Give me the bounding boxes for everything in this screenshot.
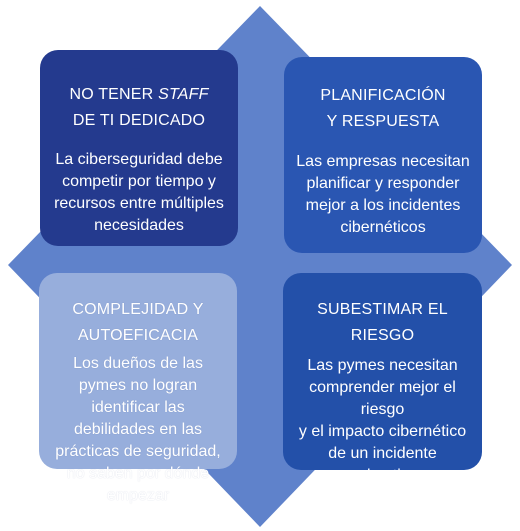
body-line: y no subestimar su [315,467,450,484]
body-line: comprender mejor el riesgo [309,379,456,418]
card-underestimate-risk-body [293,355,472,509]
card-underestimate-risk [283,273,482,506]
title-prefix: NO TENER [69,86,159,103]
card-no-it-staff [40,50,238,246]
title-line-2: AUTOEFICACIA [77,327,199,344]
card-no-it-staff-body: La ciberseguridad debe competir por tiempo y recursos entre múltiples necesidades [54,151,224,234]
title-line-1: COMPLEJIDAD Y [72,301,204,318]
card-no-it-staff-title [50,50,228,134]
card-complexity-body: Los dueños de las pymes no logran identificar las debilidades en las prácticas de seguridad, no saben por dónde empezar [55,355,221,504]
body-line: Las pymes necesitan [307,357,458,374]
title-line-1: PLANIFICACIÓN [320,87,446,104]
card-complexity-self-efficacy [39,273,237,504]
card-complexity-title [49,273,227,349]
card-planning-response-title [294,57,472,135]
card-planning-response-body: Las empresas necesitan planificar y responder mejor a los incidentes cibernéticos [296,153,470,236]
card-planning-response [284,57,482,253]
body-line: y el impacto cibernético [298,423,467,440]
title-emphasis: STAFF [158,86,209,103]
card-underestimate-risk-title: SUBESTIMAR EL RIESGO [317,301,448,344]
title-line-2: DE TI DEDICADO [72,112,206,129]
title-line-2: Y RESPUESTA [326,113,440,130]
body-line: de un incidente [328,445,437,462]
body-line: período de recuperación [295,489,470,506]
